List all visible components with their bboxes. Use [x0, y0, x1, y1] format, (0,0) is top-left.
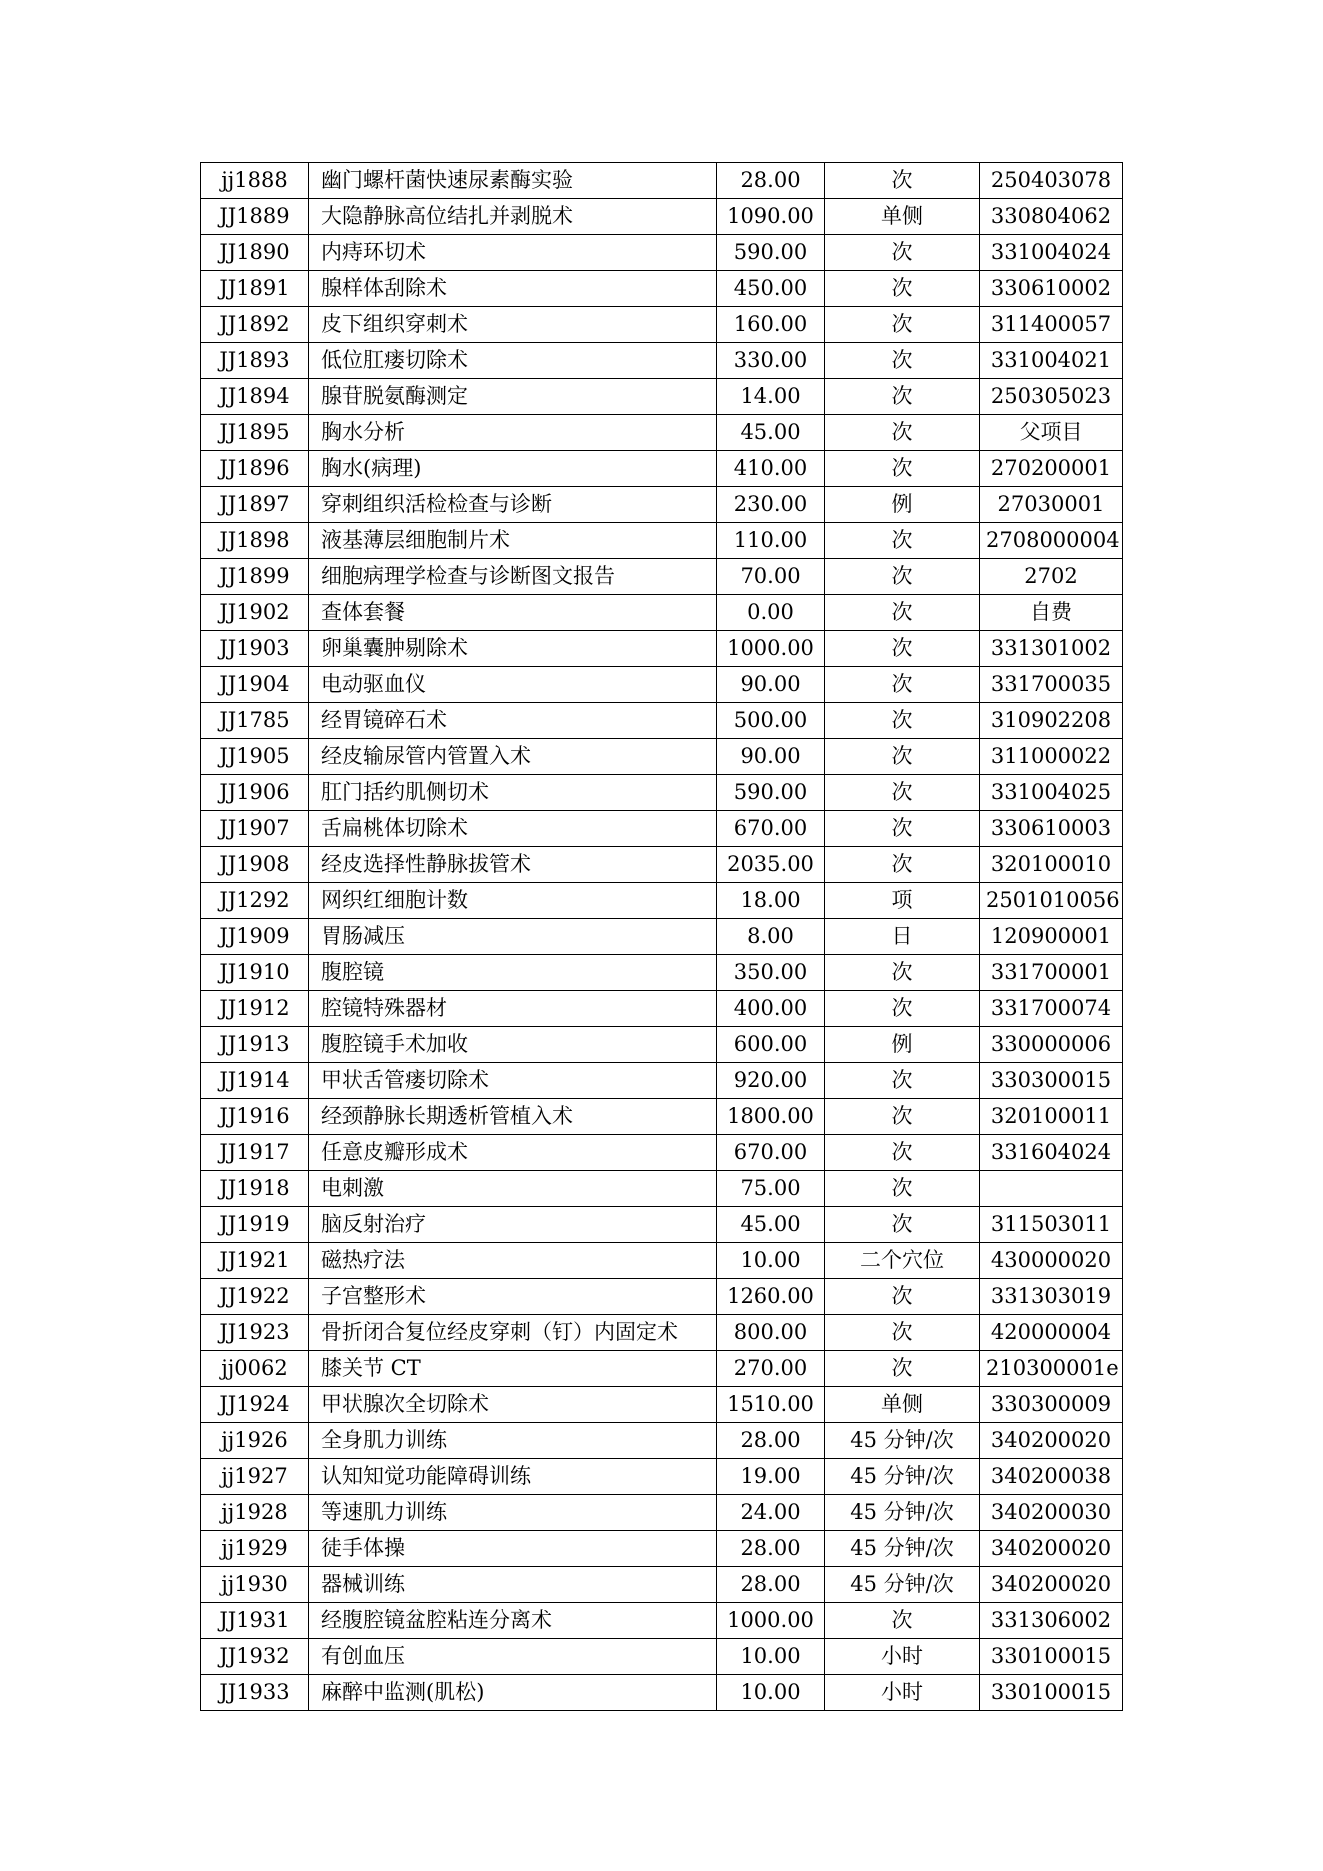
item-price-cell: 1800.00 [717, 1099, 825, 1135]
item-unit-cell: 45 分钟/次 [825, 1531, 980, 1567]
item-code-cell: JJ1917 [201, 1135, 309, 1171]
item-code-cell: JJ1932 [201, 1639, 309, 1675]
item-code-cell: JJ1905 [201, 739, 309, 775]
item-price-cell: 270.00 [717, 1351, 825, 1387]
table-row [201, 1243, 1123, 1279]
table-row [201, 343, 1123, 379]
item-name-cell: 腺苷脱氨酶测定 [309, 379, 717, 415]
insurance-code-cell [980, 1171, 1123, 1207]
item-name-cell: 认知知觉功能障碍训练 [309, 1459, 717, 1495]
table-row [201, 487, 1123, 523]
insurance-code-cell: 2501010056 [980, 883, 1123, 919]
item-price-cell: 8.00 [717, 919, 825, 955]
item-unit-cell: 次 [825, 1171, 980, 1207]
insurance-code-cell: 210300001e [980, 1351, 1123, 1387]
item-code-cell: jj1928 [201, 1495, 309, 1531]
item-name-cell: 穿刺组织活检检查与诊断 [309, 487, 717, 523]
item-price-cell: 1090.00 [717, 199, 825, 235]
table-row [201, 631, 1123, 667]
table-row [201, 919, 1123, 955]
table-row [201, 883, 1123, 919]
insurance-code-cell: 320100011 [980, 1099, 1123, 1135]
item-price-cell: 45.00 [717, 415, 825, 451]
insurance-code-cell: 330300009 [980, 1387, 1123, 1423]
item-code-cell: JJ1912 [201, 991, 309, 1027]
item-unit-cell: 次 [825, 955, 980, 991]
table-row [201, 415, 1123, 451]
insurance-code-cell: 父项目 [980, 415, 1123, 451]
item-unit-cell: 次 [825, 1603, 980, 1639]
item-name-cell: 器械训练 [309, 1567, 717, 1603]
table-row [201, 1207, 1123, 1243]
insurance-code-cell: 331700001 [980, 955, 1123, 991]
item-unit-cell: 次 [825, 271, 980, 307]
item-price-cell: 1260.00 [717, 1279, 825, 1315]
insurance-code-cell: 331004024 [980, 235, 1123, 271]
table-row [201, 1639, 1123, 1675]
item-name-cell: 腔镜特殊器材 [309, 991, 717, 1027]
insurance-code-cell: 330300015 [980, 1063, 1123, 1099]
item-price-cell: 18.00 [717, 883, 825, 919]
insurance-code-cell: 310902208 [980, 703, 1123, 739]
item-code-cell: jj1929 [201, 1531, 309, 1567]
item-price-cell: 400.00 [717, 991, 825, 1027]
item-unit-cell: 单侧 [825, 199, 980, 235]
table-row [201, 1495, 1123, 1531]
table-row [201, 1279, 1123, 1315]
item-unit-cell: 次 [825, 307, 980, 343]
item-price-cell: 10.00 [717, 1639, 825, 1675]
insurance-code-cell: 331004025 [980, 775, 1123, 811]
table-row [201, 847, 1123, 883]
item-name-cell: 肛门括约肌侧切术 [309, 775, 717, 811]
table-row [201, 1171, 1123, 1207]
item-price-cell: 10.00 [717, 1675, 825, 1711]
item-unit-cell: 次 [825, 667, 980, 703]
table-row [201, 1135, 1123, 1171]
item-price-cell: 28.00 [717, 1423, 825, 1459]
item-name-cell: 电刺激 [309, 1171, 717, 1207]
item-code-cell: JJ1913 [201, 1027, 309, 1063]
table-row [201, 1423, 1123, 1459]
item-price-cell: 10.00 [717, 1243, 825, 1279]
item-price-cell: 14.00 [717, 379, 825, 415]
item-price-cell: 590.00 [717, 235, 825, 271]
insurance-code-cell: 340200020 [980, 1423, 1123, 1459]
item-name-cell: 全身肌力训练 [309, 1423, 717, 1459]
item-unit-cell: 次 [825, 703, 980, 739]
insurance-code-cell: 340200030 [980, 1495, 1123, 1531]
insurance-code-cell: 250403078 [980, 163, 1123, 199]
item-code-cell: jj0062 [201, 1351, 309, 1387]
item-name-cell: 网织红细胞计数 [309, 883, 717, 919]
item-price-cell: 28.00 [717, 1567, 825, 1603]
item-unit-cell: 单侧 [825, 1387, 980, 1423]
item-name-cell: 胸水分析 [309, 415, 717, 451]
item-code-cell: JJ1894 [201, 379, 309, 415]
item-code-cell: JJ1907 [201, 811, 309, 847]
table-row [201, 307, 1123, 343]
insurance-code-cell: 2702 [980, 559, 1123, 595]
item-price-cell: 90.00 [717, 739, 825, 775]
item-code-cell: JJ1890 [201, 235, 309, 271]
insurance-code-cell: 331306002 [980, 1603, 1123, 1639]
item-code-cell: JJ1918 [201, 1171, 309, 1207]
item-name-cell: 麻醉中监测(肌松) [309, 1675, 717, 1711]
item-name-cell: 经皮选择性静脉拔管术 [309, 847, 717, 883]
item-unit-cell: 次 [825, 559, 980, 595]
item-name-cell: 经颈静脉长期透析管植入术 [309, 1099, 717, 1135]
item-unit-cell: 次 [825, 235, 980, 271]
item-name-cell: 任意皮瓣形成术 [309, 1135, 717, 1171]
item-name-cell: 骨折闭合复位经皮穿刺（钉）内固定术 [309, 1315, 717, 1351]
item-code-cell: JJ1923 [201, 1315, 309, 1351]
item-name-cell: 经腹腔镜盆腔粘连分离术 [309, 1603, 717, 1639]
insurance-code-cell: 311000022 [980, 739, 1123, 775]
item-name-cell: 皮下组织穿刺术 [309, 307, 717, 343]
table-row [201, 523, 1123, 559]
insurance-code-cell: 270200001 [980, 451, 1123, 487]
item-price-cell: 24.00 [717, 1495, 825, 1531]
item-price-cell: 160.00 [717, 307, 825, 343]
insurance-code-cell: 330610002 [980, 271, 1123, 307]
item-unit-cell: 次 [825, 1063, 980, 1099]
item-name-cell: 徒手体操 [309, 1531, 717, 1567]
table-row [201, 1315, 1123, 1351]
item-name-cell: 细胞病理学检查与诊断图文报告 [309, 559, 717, 595]
item-unit-cell: 次 [825, 451, 980, 487]
item-price-cell: 1000.00 [717, 631, 825, 667]
item-price-cell: 2035.00 [717, 847, 825, 883]
insurance-code-cell: 340200020 [980, 1567, 1123, 1603]
item-name-cell: 胃肠减压 [309, 919, 717, 955]
item-name-cell: 电动驱血仪 [309, 667, 717, 703]
item-unit-cell: 次 [825, 847, 980, 883]
item-name-cell: 经皮输尿管内管置入术 [309, 739, 717, 775]
insurance-code-cell: 331004021 [980, 343, 1123, 379]
table-row [201, 1099, 1123, 1135]
item-price-cell: 110.00 [717, 523, 825, 559]
item-name-cell: 查体套餐 [309, 595, 717, 631]
item-code-cell: JJ1902 [201, 595, 309, 631]
item-code-cell: JJ1916 [201, 1099, 309, 1135]
table-row [201, 595, 1123, 631]
table-row [201, 1531, 1123, 1567]
item-name-cell: 内痔环切术 [309, 235, 717, 271]
insurance-code-cell: 420000004 [980, 1315, 1123, 1351]
item-code-cell: JJ1292 [201, 883, 309, 919]
table-row [201, 1027, 1123, 1063]
item-unit-cell: 45 分钟/次 [825, 1459, 980, 1495]
insurance-code-cell: 311503011 [980, 1207, 1123, 1243]
item-code-cell: JJ1904 [201, 667, 309, 703]
table-row [201, 163, 1123, 199]
item-name-cell: 磁热疗法 [309, 1243, 717, 1279]
item-name-cell: 舌扁桃体切除术 [309, 811, 717, 847]
table-row [201, 1351, 1123, 1387]
item-name-cell: 有创血压 [309, 1639, 717, 1675]
insurance-code-cell: 430000020 [980, 1243, 1123, 1279]
item-code-cell: JJ1893 [201, 343, 309, 379]
item-name-cell: 液基薄层细胞制片术 [309, 523, 717, 559]
item-price-cell: 90.00 [717, 667, 825, 703]
insurance-code-cell: 331604024 [980, 1135, 1123, 1171]
item-name-cell: 脑反射治疗 [309, 1207, 717, 1243]
item-unit-cell: 次 [825, 1099, 980, 1135]
table-row [201, 1675, 1123, 1711]
item-code-cell: jj1926 [201, 1423, 309, 1459]
item-price-cell: 410.00 [717, 451, 825, 487]
item-code-cell: JJ1892 [201, 307, 309, 343]
insurance-code-cell: 331301002 [980, 631, 1123, 667]
item-price-cell: 1510.00 [717, 1387, 825, 1423]
insurance-code-cell: 330100015 [980, 1639, 1123, 1675]
table-row [201, 991, 1123, 1027]
item-name-cell: 卵巢囊肿剔除术 [309, 631, 717, 667]
item-unit-cell: 次 [825, 775, 980, 811]
table-row [201, 1603, 1123, 1639]
insurance-code-cell: 331700035 [980, 667, 1123, 703]
table-row [201, 1063, 1123, 1099]
insurance-code-cell: 250305023 [980, 379, 1123, 415]
item-code-cell: JJ1889 [201, 199, 309, 235]
item-price-cell: 500.00 [717, 703, 825, 739]
item-price-cell: 920.00 [717, 1063, 825, 1099]
item-unit-cell: 次 [825, 991, 980, 1027]
item-unit-cell: 次 [825, 1315, 980, 1351]
item-unit-cell: 次 [825, 523, 980, 559]
item-price-cell: 75.00 [717, 1171, 825, 1207]
item-code-cell: JJ1785 [201, 703, 309, 739]
item-unit-cell: 日 [825, 919, 980, 955]
insurance-code-cell: 340200038 [980, 1459, 1123, 1495]
item-name-cell: 幽门螺杆菌快速尿素酶实验 [309, 163, 717, 199]
item-price-cell: 800.00 [717, 1315, 825, 1351]
item-code-cell: jj1930 [201, 1567, 309, 1603]
item-price-cell: 230.00 [717, 487, 825, 523]
insurance-code-cell: 330000006 [980, 1027, 1123, 1063]
item-name-cell: 胸水(病理) [309, 451, 717, 487]
item-code-cell: JJ1914 [201, 1063, 309, 1099]
item-unit-cell: 次 [825, 1207, 980, 1243]
item-unit-cell: 小时 [825, 1639, 980, 1675]
item-code-cell: JJ1919 [201, 1207, 309, 1243]
item-unit-cell: 次 [825, 811, 980, 847]
item-price-cell: 600.00 [717, 1027, 825, 1063]
item-code-cell: JJ1910 [201, 955, 309, 991]
item-unit-cell: 次 [825, 1279, 980, 1315]
item-unit-cell: 45 分钟/次 [825, 1423, 980, 1459]
insurance-code-cell: 27030001 [980, 487, 1123, 523]
item-name-cell: 经胃镜碎石术 [309, 703, 717, 739]
item-unit-cell: 次 [825, 1351, 980, 1387]
table-row [201, 379, 1123, 415]
table-row [201, 703, 1123, 739]
item-name-cell: 低位肛瘘切除术 [309, 343, 717, 379]
item-code-cell: jj1927 [201, 1459, 309, 1495]
item-unit-cell: 次 [825, 163, 980, 199]
table-row [201, 775, 1123, 811]
insurance-code-cell: 311400057 [980, 307, 1123, 343]
item-code-cell: JJ1906 [201, 775, 309, 811]
item-name-cell: 腹腔镜手术加收 [309, 1027, 717, 1063]
insurance-code-cell: 340200020 [980, 1531, 1123, 1567]
item-price-cell: 670.00 [717, 811, 825, 847]
insurance-code-cell: 331700074 [980, 991, 1123, 1027]
item-unit-cell: 项 [825, 883, 980, 919]
item-price-cell: 330.00 [717, 343, 825, 379]
item-name-cell: 腺样体刮除术 [309, 271, 717, 307]
item-unit-cell: 次 [825, 631, 980, 667]
item-code-cell: JJ1933 [201, 1675, 309, 1711]
item-code-cell: JJ1908 [201, 847, 309, 883]
item-unit-cell: 小时 [825, 1675, 980, 1711]
item-code-cell: JJ1921 [201, 1243, 309, 1279]
item-code-cell: jj1888 [201, 163, 309, 199]
fee-table [200, 162, 1123, 1711]
item-name-cell: 等速肌力训练 [309, 1495, 717, 1531]
insurance-code-cell: 330100015 [980, 1675, 1123, 1711]
insurance-code-cell: 120900001 [980, 919, 1123, 955]
item-unit-cell: 次 [825, 595, 980, 631]
insurance-code-cell: 330804062 [980, 199, 1123, 235]
item-price-cell: 28.00 [717, 163, 825, 199]
table-row [201, 811, 1123, 847]
item-price-cell: 1000.00 [717, 1603, 825, 1639]
table-row [201, 955, 1123, 991]
insurance-code-cell: 自费 [980, 595, 1123, 631]
fee-table-body [201, 163, 1123, 1711]
item-unit-cell: 次 [825, 739, 980, 775]
item-price-cell: 28.00 [717, 1531, 825, 1567]
item-unit-cell: 例 [825, 1027, 980, 1063]
item-code-cell: JJ1931 [201, 1603, 309, 1639]
item-code-cell: JJ1897 [201, 487, 309, 523]
item-code-cell: JJ1909 [201, 919, 309, 955]
item-price-cell: 450.00 [717, 271, 825, 307]
table-row [201, 1387, 1123, 1423]
item-code-cell: JJ1891 [201, 271, 309, 307]
table-row [201, 1567, 1123, 1603]
item-price-cell: 0.00 [717, 595, 825, 631]
item-price-cell: 45.00 [717, 1207, 825, 1243]
table-row [201, 559, 1123, 595]
table-row [201, 1459, 1123, 1495]
table-row [201, 739, 1123, 775]
item-name-cell: 腹腔镜 [309, 955, 717, 991]
item-code-cell: JJ1924 [201, 1387, 309, 1423]
item-code-cell: JJ1903 [201, 631, 309, 667]
insurance-code-cell: 331303019 [980, 1279, 1123, 1315]
item-unit-cell: 45 分钟/次 [825, 1567, 980, 1603]
item-price-cell: 590.00 [717, 775, 825, 811]
insurance-code-cell: 320100010 [980, 847, 1123, 883]
item-code-cell: JJ1899 [201, 559, 309, 595]
table-row [201, 667, 1123, 703]
table-row [201, 199, 1123, 235]
item-code-cell: JJ1922 [201, 1279, 309, 1315]
table-row [201, 235, 1123, 271]
item-name-cell: 膝关节 CT [309, 1351, 717, 1387]
item-code-cell: JJ1898 [201, 523, 309, 559]
item-unit-cell: 次 [825, 415, 980, 451]
item-code-cell: JJ1896 [201, 451, 309, 487]
table-row [201, 451, 1123, 487]
item-price-cell: 670.00 [717, 1135, 825, 1171]
item-name-cell: 甲状舌管瘘切除术 [309, 1063, 717, 1099]
item-unit-cell: 次 [825, 343, 980, 379]
item-price-cell: 19.00 [717, 1459, 825, 1495]
item-unit-cell: 次 [825, 379, 980, 415]
item-unit-cell: 二个穴位 [825, 1243, 980, 1279]
item-name-cell: 大隐静脉高位结扎并剥脱术 [309, 199, 717, 235]
item-price-cell: 70.00 [717, 559, 825, 595]
insurance-code-cell: 330610003 [980, 811, 1123, 847]
item-unit-cell: 45 分钟/次 [825, 1495, 980, 1531]
insurance-code-cell: 2708000004 [980, 523, 1123, 559]
item-name-cell: 子宫整形术 [309, 1279, 717, 1315]
item-unit-cell: 例 [825, 487, 980, 523]
item-price-cell: 350.00 [717, 955, 825, 991]
table-row [201, 271, 1123, 307]
item-name-cell: 甲状腺次全切除术 [309, 1387, 717, 1423]
item-code-cell: JJ1895 [201, 415, 309, 451]
item-unit-cell: 次 [825, 1135, 980, 1171]
